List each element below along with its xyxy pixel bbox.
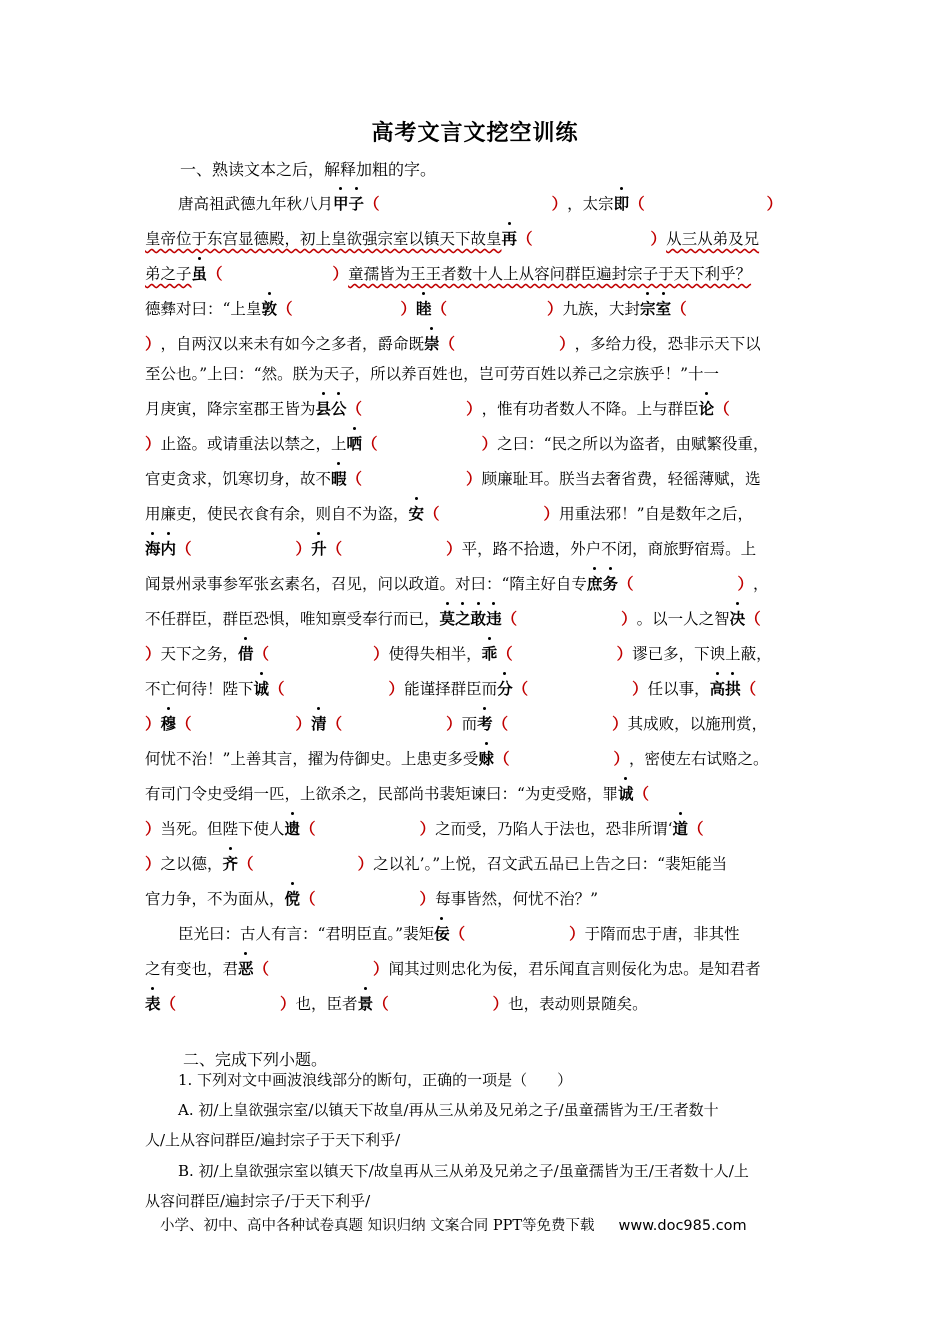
bold-keyword — [409, 503, 425, 525]
passage-text: 官吏贪求，饥寒切身，故不 — [145, 470, 332, 488]
passage-text: ，自两汉以来未有如今之多者，爵命既 — [160, 335, 425, 353]
keyword-char: 安 — [408, 504, 425, 523]
bold-keyword — [434, 923, 450, 945]
answer-paren: ） — [621, 609, 637, 628]
keyword-char: 诚 — [617, 784, 634, 803]
keyword-char: 升 — [311, 539, 327, 558]
bold-keyword — [238, 643, 254, 665]
passage-line — [145, 958, 761, 980]
keyword-char: 哂 — [346, 434, 363, 453]
answer-paren: ） — [295, 539, 312, 558]
answer-paren: （ — [497, 644, 513, 663]
passage-line — [145, 363, 719, 385]
passage-text: 德彝对曰：“上皇 — [145, 300, 262, 318]
passage-line — [145, 538, 756, 560]
keyword-char: 穆 — [160, 714, 177, 733]
passage-text: 止盗。或请重法以禁之，上 — [160, 435, 347, 453]
answer-paren: ） — [446, 539, 462, 558]
passage-text: 每事皆然，何忧不治？” — [435, 890, 598, 908]
bold-keyword — [640, 298, 671, 320]
bold-keyword — [618, 783, 634, 805]
passage-text: 之以德， — [160, 855, 223, 873]
passage-line — [145, 503, 753, 525]
passage-text: ， — [753, 575, 769, 593]
passage-text: 于隋而忠于唐，非其性 — [584, 925, 740, 943]
answer-paren: ） — [373, 644, 389, 663]
section2-heading: 二、完成下列小题。 — [183, 1050, 328, 1069]
keyword-char: 恶 — [238, 959, 254, 978]
answer-paren: ） — [419, 819, 436, 838]
bold-keyword — [416, 298, 432, 320]
passage-text: 平，路不拾遗，外户不闭，商旅野宿焉。上 — [461, 540, 757, 558]
answer-paren: ） — [357, 854, 374, 873]
passage-text: 闻景州录事参军张玄素名，召见，问以政道。对曰：“隋主好自专 — [145, 575, 587, 593]
bold-keyword — [587, 573, 618, 595]
section1-heading: 一、熟读文本之后，解释加粗的字。 — [180, 160, 437, 179]
passage-text: 至公也。”上曰：“然。朕为天子，所以养百姓也，岂可劳百姓以养己之宗族乎！”十一 — [145, 365, 720, 383]
answer-paren: （ — [253, 644, 270, 663]
passage-line — [145, 608, 761, 630]
keyword-char: 齐 — [222, 854, 239, 873]
answer-paren: （ — [269, 679, 285, 698]
passage-text: 九族，大封 — [562, 300, 641, 318]
bold-keyword — [614, 193, 630, 215]
option-a-line1: A. 初/上皇欲强宗室/以镇天下故皇/再从三从弟及兄弟之子/虽童孺皆为王/王者数十 — [178, 1101, 719, 1119]
answer-paren: （ — [373, 994, 389, 1013]
passage-text: ，惟有功者数人不降。上与群臣 — [481, 400, 699, 418]
answer-paren: （ — [740, 679, 757, 698]
option-a-line2: 人/上从容问群臣/遍封宗子于天下利乎/ — [145, 1131, 401, 1149]
keyword-char: 佞 — [434, 924, 450, 943]
answer-paren: ） — [613, 749, 629, 768]
passage-text: 月庚寅，降宗室郡王皆为 — [145, 400, 316, 418]
answer-paren: ） — [419, 889, 436, 908]
answer-paren: （ — [439, 334, 456, 353]
passage-line — [145, 888, 598, 910]
keyword-char: 考 — [477, 714, 493, 733]
bold-keyword — [285, 818, 301, 840]
keyword-char: 虽 — [191, 264, 208, 283]
answer-paren: （ — [160, 994, 177, 1013]
keyword-char: 高 — [709, 679, 726, 698]
answer-paren: （ — [671, 299, 687, 318]
answer-paren: （ — [346, 399, 363, 418]
answer-paren: ） — [145, 644, 161, 663]
keyword-char: 暇 — [331, 469, 347, 488]
answer-paren: （ — [492, 714, 509, 733]
answer-paren: （ — [633, 784, 649, 803]
passage-text: ，多给力役，恐非示天下以 — [574, 335, 761, 353]
answer-paren: （ — [449, 924, 466, 943]
keyword-char: 赇 — [478, 749, 494, 768]
bold-keyword — [478, 748, 494, 770]
passage-text: 臣光曰：古人有言：“君明臣直。”裴矩 — [178, 925, 435, 943]
bold-keyword — [223, 853, 239, 875]
passage-line — [145, 853, 727, 875]
keyword-char: 遗 — [284, 819, 301, 838]
answer-paren: ） — [543, 504, 560, 523]
bold-keyword — [699, 398, 715, 420]
answer-paren: ） — [332, 264, 349, 283]
keyword-char: 即 — [613, 194, 630, 213]
keyword-char: 敦 — [261, 299, 277, 318]
answer-paren: （ — [326, 539, 343, 558]
passage-line — [145, 263, 751, 285]
answer-paren: ） — [481, 434, 498, 453]
answer-paren: （ — [688, 819, 704, 838]
bold-keyword — [497, 678, 513, 700]
bold-keyword — [238, 958, 254, 980]
keyword-char: 县 — [315, 399, 332, 418]
answer-paren: （ — [493, 749, 510, 768]
bold-keyword — [145, 993, 161, 1015]
keyword-char: 庶 — [586, 574, 603, 593]
passage-text: 当死。但陛下使人 — [160, 820, 285, 838]
footer-text: 小学、初中、高中各种试卷真题 知识归纳 文案合同 PPT等免费下载 — [160, 1218, 595, 1234]
answer-paren: （ — [362, 434, 378, 453]
passage-text: 也，臣者 — [295, 995, 358, 1013]
answer-paren: ） — [400, 299, 416, 318]
passage-text: 而 — [461, 715, 478, 733]
answer-paren: ） — [559, 334, 575, 353]
answer-paren: ） — [569, 924, 585, 943]
passage-text: 不任群臣，群臣恐惧，唯知禀受奉行而已， — [145, 610, 440, 628]
keyword-char: 之 — [455, 609, 471, 628]
passage-line — [145, 678, 756, 700]
answer-paren: （ — [176, 539, 192, 558]
passage-text: 之以礼’。”上悦，召文武五品已上告之曰：“裴矩能当 — [373, 855, 728, 873]
passage-text: 不亡何待！陛下 — [145, 680, 254, 698]
answer-paren: ） — [145, 714, 161, 733]
bold-keyword — [331, 468, 347, 490]
keyword-char: 论 — [698, 399, 715, 418]
passage-line — [178, 193, 782, 215]
wavy-underlined-text: 童孺皆为王王者数十人上从容问群臣遍封宗子于天下利乎？ — [348, 265, 752, 283]
answer-paren: ） — [280, 994, 296, 1013]
answer-paren: ） — [632, 679, 648, 698]
passage-text: 之有变也，君 — [145, 960, 239, 978]
answer-paren: （ — [617, 574, 634, 593]
keyword-char: 再 — [501, 229, 518, 248]
bold-keyword — [440, 608, 502, 630]
keyword-char: 傥 — [284, 889, 301, 908]
bold-keyword — [730, 608, 746, 630]
passage-text: 官力争，不为面从， — [145, 890, 285, 908]
passage-text: 之而受，乃陷人于法也，恐非所谓‘ — [435, 820, 673, 838]
keyword-char: 乖 — [481, 644, 498, 663]
passage-text: 用重法邪！”自是数年之后， — [559, 505, 753, 523]
passage-text: 有司门令史受绢一匹，上欲杀之，民部尚书裴矩谏曰：“为吏受赂，罪 — [145, 785, 618, 803]
bold-keyword — [192, 263, 208, 285]
passage-line — [145, 573, 769, 595]
answer-paren: （ — [364, 194, 380, 213]
keyword-char: 睦 — [415, 299, 432, 318]
answer-paren: （ — [238, 854, 254, 873]
bold-keyword — [482, 643, 498, 665]
answer-paren: （ — [300, 889, 316, 908]
answer-paren: ） — [650, 229, 667, 248]
answer-paren: ） — [466, 399, 482, 418]
passage-text: 何忧不治！”上善其言，擢为侍御史。上患吏多受 — [145, 750, 479, 768]
answer-paren: ） — [373, 959, 389, 978]
passage-text: ，密使左右试赂之。 — [628, 750, 769, 768]
answer-paren: ） — [612, 714, 628, 733]
passage-text: 任以事， — [647, 680, 710, 698]
bold-keyword — [254, 678, 270, 700]
keyword-char: 敢 — [470, 609, 487, 628]
bold-keyword — [358, 993, 374, 1015]
answer-paren: （ — [300, 819, 316, 838]
answer-paren: （ — [176, 714, 192, 733]
bold-keyword — [285, 888, 301, 910]
passage-line — [145, 433, 769, 455]
passage-text: 。以一人之智 — [636, 610, 730, 628]
passage-text: 也，表动则景随矣。 — [508, 995, 648, 1013]
answer-paren: （ — [424, 504, 440, 523]
passage-line — [145, 643, 772, 665]
question-1: 1. 下列对文中画波浪线部分的断句，正确的一项是（ ） — [178, 1071, 573, 1089]
keyword-char: 室 — [655, 299, 672, 318]
answer-paren: ） — [737, 574, 753, 593]
keyword-char: 内 — [160, 539, 177, 558]
passage-text: 闻其过则忠化为佞，君乐闻直言则佞化为忠。是知君者 — [388, 960, 761, 978]
answer-paren: ） — [551, 194, 568, 213]
keyword-char: 子 — [348, 194, 365, 213]
bold-keyword — [161, 713, 177, 735]
passage-line — [145, 748, 769, 770]
passage-line — [145, 333, 761, 355]
keyword-char: 崇 — [424, 334, 440, 353]
passage-text: 谬已多，下谀上蔽， — [632, 645, 772, 663]
answer-paren: （ — [207, 264, 223, 283]
wavy-underlined-text: 弟之子 — [145, 265, 192, 283]
keyword-char: 海 — [145, 539, 161, 558]
passage-text: 用廉吏，使民衣食有余，则自不为盗， — [145, 505, 409, 523]
keyword-char: 决 — [729, 609, 746, 628]
passage-line — [145, 783, 649, 805]
keyword-char: 甲 — [333, 194, 349, 213]
bold-keyword — [316, 398, 347, 420]
keyword-char: 道 — [672, 819, 689, 838]
bold-keyword — [502, 228, 518, 250]
bold-keyword — [673, 818, 689, 840]
answer-paren: （ — [501, 609, 518, 628]
answer-paren: ） — [388, 679, 405, 698]
footer-url: www.doc985.com — [618, 1218, 747, 1234]
keyword-char: 表 — [145, 994, 161, 1013]
option-b-line2: 从容问群臣/遍封宗子/于天下利乎/ — [145, 1192, 371, 1210]
page-title: 高考文言文挖空训练 — [371, 120, 579, 146]
keyword-char: 公 — [331, 399, 347, 418]
answer-paren: （ — [326, 714, 343, 733]
answer-paren: ） — [616, 644, 633, 663]
bold-keyword — [145, 538, 176, 560]
bold-keyword — [311, 713, 327, 735]
passage-text: 天下之务， — [160, 645, 239, 663]
answer-paren: ） — [446, 714, 462, 733]
answer-paren: （ — [431, 299, 448, 318]
passage-line — [145, 818, 704, 840]
keyword-char: 违 — [486, 609, 502, 628]
passage-line — [145, 713, 767, 735]
passage-text: 唐高祖武德九年秋八月 — [178, 195, 334, 213]
footer — [160, 1214, 747, 1235]
keyword-char: 分 — [497, 679, 513, 698]
answer-paren: ） — [145, 434, 161, 453]
answer-paren: （ — [512, 679, 529, 698]
bold-keyword — [424, 333, 440, 355]
keyword-char: 清 — [311, 714, 327, 733]
bold-keyword — [477, 713, 493, 735]
passage-text: 之曰：“民之所以为盗者，由赋繁役重， — [497, 435, 769, 453]
answer-paren: ） — [547, 299, 563, 318]
bold-keyword — [710, 678, 741, 700]
answer-paren: ） — [145, 854, 161, 873]
answer-paren: （ — [276, 299, 293, 318]
answer-paren: （ — [517, 229, 533, 248]
bold-keyword — [333, 193, 364, 215]
passage-line — [145, 398, 730, 420]
keyword-char: 诚 — [253, 679, 270, 698]
keyword-char: 景 — [357, 994, 374, 1013]
answer-paren: ） — [145, 819, 161, 838]
answer-paren: （ — [346, 469, 363, 488]
bold-keyword — [347, 433, 363, 455]
keyword-char: 宗 — [640, 299, 656, 318]
answer-paren: （ — [629, 194, 645, 213]
passage-text: 其成败，以施刑赏， — [627, 715, 768, 733]
answer-paren: ） — [145, 334, 161, 353]
passage-line — [145, 468, 761, 490]
passage-line — [145, 993, 648, 1015]
answer-paren: （ — [745, 609, 761, 628]
passage-line — [145, 298, 687, 320]
answer-paren: （ — [253, 959, 270, 978]
keyword-char: 拱 — [725, 679, 741, 698]
answer-paren: ） — [295, 714, 312, 733]
answer-paren: （ — [714, 399, 730, 418]
passage-text: 使得失相半， — [388, 645, 482, 663]
keyword-char: 借 — [238, 644, 254, 663]
option-b-line1: B. 初/上皇欲强宗室以镇天下/故皇再从三从弟及兄弟之子/虽童孺皆为王/王者数十人/上 — [178, 1162, 749, 1180]
bold-keyword — [261, 298, 277, 320]
keyword-char: 务 — [602, 574, 618, 593]
keyword-char: 莫 — [439, 609, 456, 628]
answer-paren: ） — [492, 994, 509, 1013]
passage-line — [178, 923, 740, 945]
answer-paren: ） — [466, 469, 482, 488]
passage-text: 能谨择群臣而 — [404, 680, 498, 698]
bold-keyword — [311, 538, 327, 560]
wavy-underlined-text: 从三从弟及兄 — [666, 230, 760, 248]
answer-paren: ） — [766, 194, 783, 213]
passage-text: 顾廉耻耳。朕当去奢省费，轻徭薄赋，选 — [481, 470, 761, 488]
passage-line — [145, 228, 759, 250]
passage-text: ，太宗 — [567, 195, 614, 213]
wavy-underlined-text: 皇帝位于东宫显德殿，初上皇欲强宗室以镇天下故皇 — [145, 230, 502, 248]
